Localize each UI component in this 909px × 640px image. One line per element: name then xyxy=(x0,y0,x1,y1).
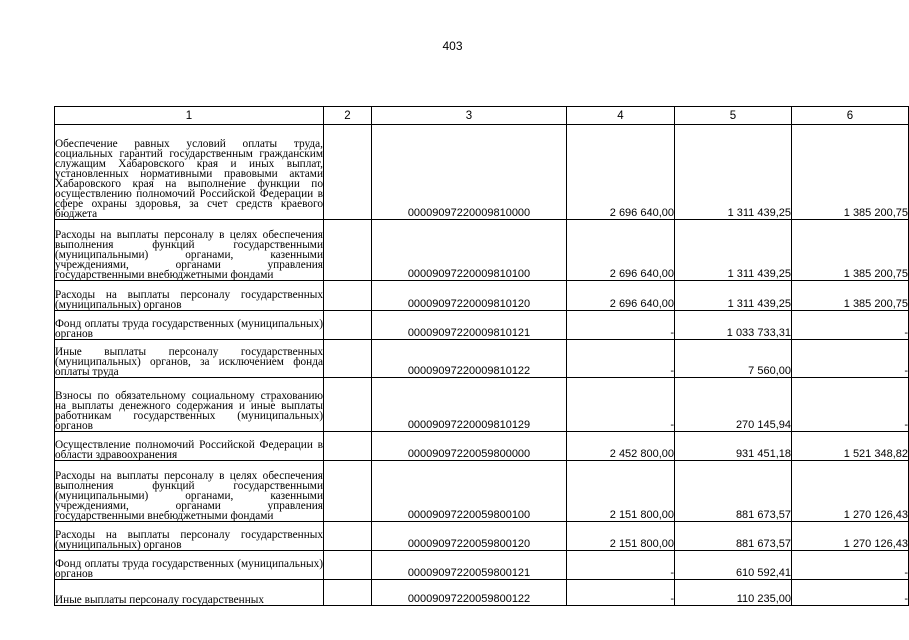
header-col-6: 6 xyxy=(792,107,909,125)
row-code-cell: 00009097220009810129 xyxy=(372,378,567,432)
row-col2-cell xyxy=(324,461,372,522)
row-col6-cell: 1 270 126,43 xyxy=(792,461,909,522)
table-row xyxy=(55,551,909,580)
row-code-cell: 00009097220009810000 xyxy=(372,125,567,220)
header-col-1: 1 xyxy=(55,107,324,125)
header-row xyxy=(55,107,909,125)
row-name-cell: Иные выплаты персоналу государственных xyxy=(55,580,324,606)
row-col4-cell: - xyxy=(567,378,675,432)
table-row xyxy=(55,580,909,606)
table-row xyxy=(55,461,909,522)
page-number: 403 xyxy=(442,39,463,53)
row-code-cell: 00009097220009810100 xyxy=(372,220,567,281)
table-row xyxy=(55,432,909,461)
row-col4-cell: 2 151 800,00 xyxy=(567,461,675,522)
row-code-cell: 00009097220059800120 xyxy=(372,522,567,551)
row-code-cell: 00009097220059800121 xyxy=(372,551,567,580)
row-col2-cell xyxy=(324,580,372,606)
table-row xyxy=(55,220,909,281)
row-col2-cell xyxy=(324,340,372,378)
row-name-cell: Расходы на выплаты персоналу в целях обеспечения выполнения функций государственными (муниципальными) органами, казенными учреждениями, органами управления государственными внебюджетными фондами xyxy=(55,220,324,281)
row-col2-cell xyxy=(324,551,372,580)
table-row xyxy=(55,281,909,311)
row-col5-cell: 270 145,94 xyxy=(675,378,792,432)
row-code-cell: 00009097220059800122 xyxy=(372,580,567,606)
row-col5-cell: 1 033 733,31 xyxy=(675,311,792,340)
row-code-cell: 00009097220009810121 xyxy=(372,311,567,340)
row-name-cell: Расходы на выплаты персоналу государственных (муниципальных) органов xyxy=(55,522,324,551)
table-row xyxy=(55,522,909,551)
row-code-cell: 00009097220009810122 xyxy=(372,340,567,378)
row-code-cell: 00009097220009810120 xyxy=(372,281,567,311)
row-col5-cell: 881 673,57 xyxy=(675,461,792,522)
row-name-cell: Обеспечение равных условий оплаты труда, социальных гарантий государственным гражданским служащим Хабаровского края и иных выплат, установленных нормативными правовыми актами Хабаровского края на выполнение функции по осуществлению полномочий Российской Федерации в сфере охраны здоровья, за счет средств краевого бюджета xyxy=(55,125,324,220)
row-col6-cell: 1 385 200,75 xyxy=(792,125,909,220)
row-col4-cell: - xyxy=(567,580,675,606)
row-col4-cell: - xyxy=(567,311,675,340)
row-col6-cell: - xyxy=(792,311,909,340)
row-col4-cell: 2 696 640,00 xyxy=(567,125,675,220)
row-col5-cell: 1 311 439,25 xyxy=(675,281,792,311)
row-col6-cell: - xyxy=(792,580,909,606)
row-col2-cell xyxy=(324,378,372,432)
header-col-5: 5 xyxy=(675,107,792,125)
row-col5-cell: 1 311 439,25 xyxy=(675,125,792,220)
row-col6-cell: 1 521 348,82 xyxy=(792,432,909,461)
row-name-cell: Расходы на выплаты персоналу государственных (муниципальных) органов xyxy=(55,281,324,311)
row-code-cell: 00009097220059800100 xyxy=(372,461,567,522)
row-col4-cell: 2 452 800,00 xyxy=(567,432,675,461)
table-row xyxy=(55,378,909,432)
row-col5-cell: 110 235,00 xyxy=(675,580,792,606)
row-col5-cell: 1 311 439,25 xyxy=(675,220,792,281)
row-col2-cell xyxy=(324,125,372,220)
row-col5-cell: 610 592,41 xyxy=(675,551,792,580)
row-col2-cell xyxy=(324,281,372,311)
table-row xyxy=(55,125,909,220)
row-name-cell: Фонд оплаты труда государственных (муниципальных) органов xyxy=(55,551,324,580)
row-col4-cell: 2 696 640,00 xyxy=(567,220,675,281)
row-col6-cell: - xyxy=(792,378,909,432)
row-name-cell: Осуществление полномочий Российской Федерации в области здравоохранения xyxy=(55,432,324,461)
row-code-cell: 00009097220059800000 xyxy=(372,432,567,461)
row-col5-cell: 881 673,57 xyxy=(675,522,792,551)
header-col-2: 2 xyxy=(324,107,372,125)
row-col5-cell: 7 560,00 xyxy=(675,340,792,378)
row-col6-cell: - xyxy=(792,551,909,580)
table-row xyxy=(55,311,909,340)
row-col2-cell xyxy=(324,432,372,461)
row-col6-cell: - xyxy=(792,340,909,378)
table-row xyxy=(55,340,909,378)
row-col2-cell xyxy=(324,522,372,551)
row-col6-cell: 1 385 200,75 xyxy=(792,281,909,311)
row-name-cell: Взносы по обязательному социальному страхованию на выплаты денежного содержания и иные выплаты работникам государственных (муниципальных) органов xyxy=(55,378,324,432)
header-col-4: 4 xyxy=(567,107,675,125)
row-col4-cell: 2 151 800,00 xyxy=(567,522,675,551)
row-col4-cell: 2 696 640,00 xyxy=(567,281,675,311)
row-col5-cell: 931 451,18 xyxy=(675,432,792,461)
row-name-cell: Фонд оплаты труда государственных (муниципальных) органов xyxy=(55,311,324,340)
budget-table xyxy=(54,106,909,606)
row-name-cell: Расходы на выплаты персоналу в целях обеспечения выполнения функций государственными (муниципальными) органами, казенными учреждениями, органами управления государственными внебюджетными фондами xyxy=(55,461,324,522)
row-name-cell: Иные выплаты персоналу государственных (муниципальных) органов, за исключением фонда оплаты труда xyxy=(55,340,324,378)
row-col6-cell: 1 270 126,43 xyxy=(792,522,909,551)
row-col6-cell: 1 385 200,75 xyxy=(792,220,909,281)
row-col4-cell: - xyxy=(567,551,675,580)
row-col4-cell: - xyxy=(567,340,675,378)
header-col-3: 3 xyxy=(372,107,567,125)
row-col2-cell xyxy=(324,311,372,340)
row-col2-cell xyxy=(324,220,372,281)
